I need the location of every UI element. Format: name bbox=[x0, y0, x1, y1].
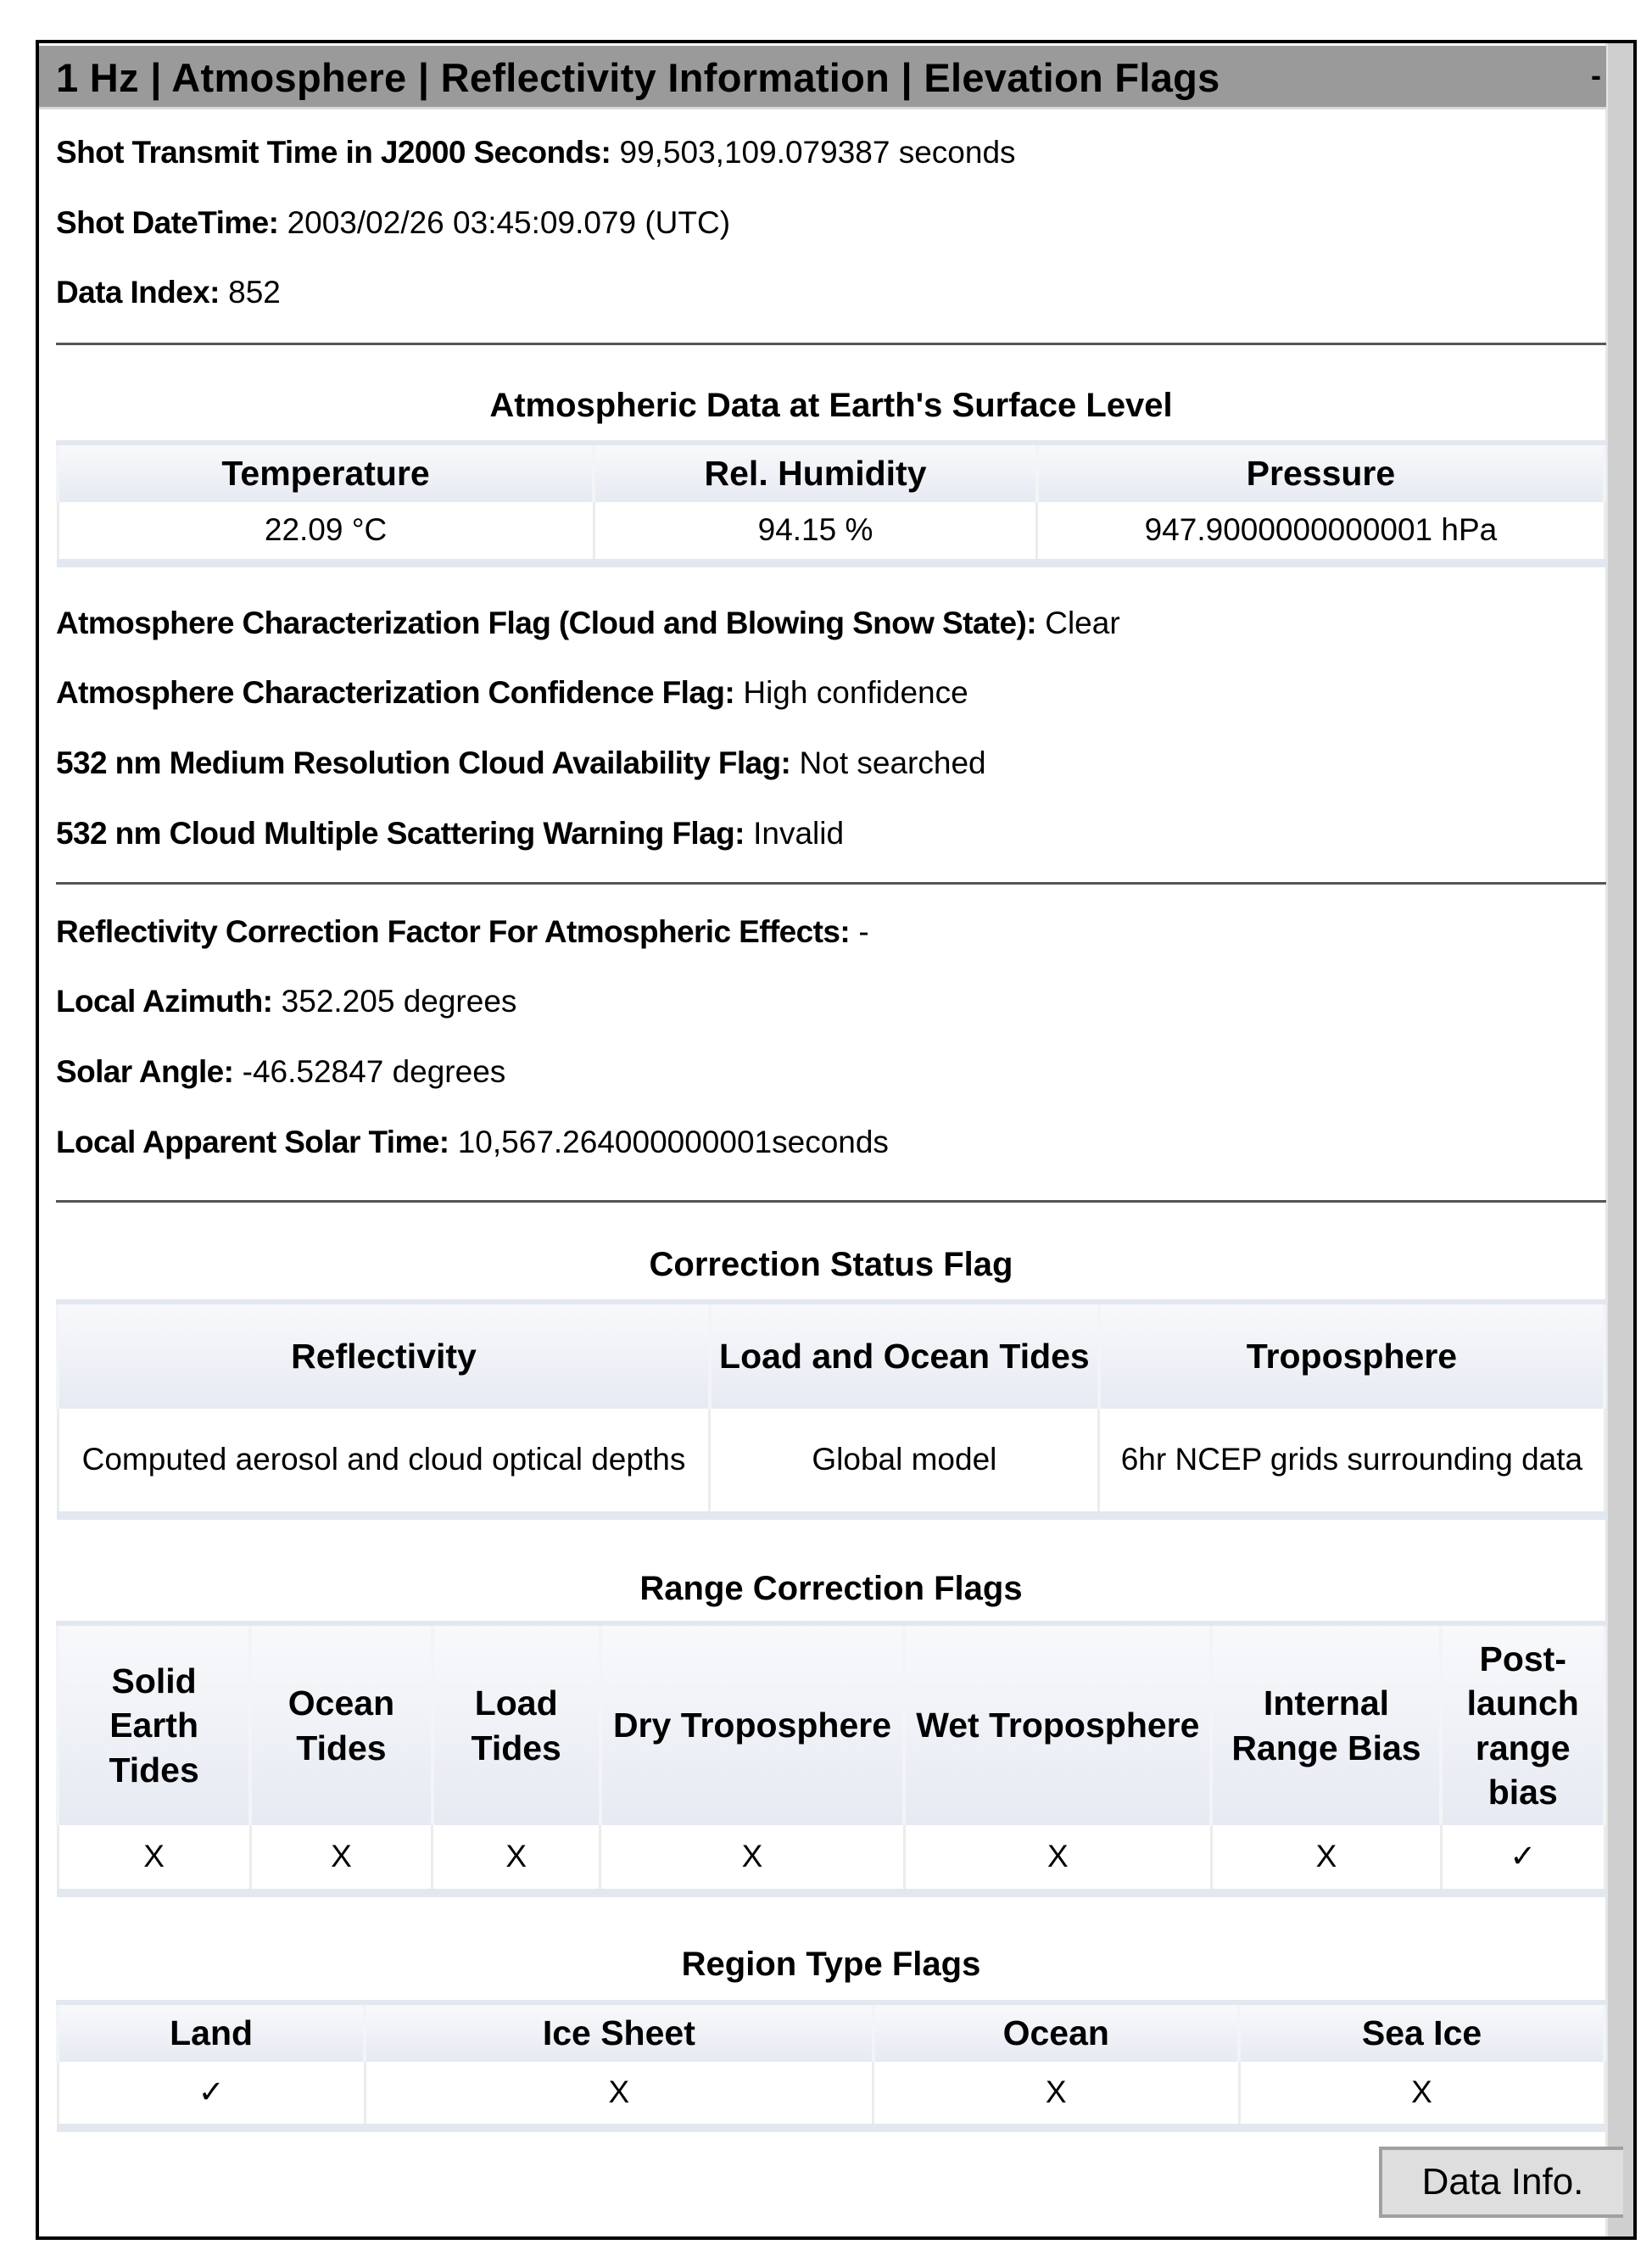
divider bbox=[56, 882, 1606, 885]
post-launch-range-bias-flag: ✓ bbox=[1441, 1825, 1605, 1893]
atmosphere-characterization-flag bbox=[56, 606, 1120, 641]
data-info-button[interactable]: Data Info. bbox=[1379, 2147, 1623, 2218]
range-correction-table bbox=[56, 1621, 1606, 1897]
atmosphere-confidence-flag bbox=[56, 675, 968, 711]
header-dry-troposphere: Dry Troposphere bbox=[600, 1623, 905, 1825]
header-ice-sheet: Ice Sheet bbox=[365, 2002, 873, 2062]
header-sea-ice: Sea Ice bbox=[1239, 2002, 1605, 2062]
field-label: Data Index: bbox=[56, 275, 220, 310]
range-correction-title: Range Correction Flags bbox=[639, 1570, 1023, 1607]
solid-earth-tides-flag: X bbox=[58, 1825, 250, 1893]
ocean-tides-flag: X bbox=[250, 1825, 432, 1893]
field-value: 99,503,109.079387 seconds bbox=[619, 135, 1016, 170]
field-value: 2003/02/26 03:45:09.079 (UTC) bbox=[287, 205, 731, 240]
troposphere-status: 6hr NCEP grids surrounding data bbox=[1099, 1409, 1605, 1516]
data-index bbox=[56, 275, 281, 310]
sea-ice-flag: X bbox=[1239, 2062, 1605, 2128]
field-value: -46.52847 degrees bbox=[242, 1054, 506, 1089]
header-land: Land bbox=[58, 2002, 365, 2062]
header-solid-earth-tides: Solid Earth Tides bbox=[58, 1623, 250, 1825]
field-label: Shot Transmit Time in J2000 Seconds: bbox=[56, 135, 611, 170]
field-label: Solar Angle: bbox=[56, 1054, 234, 1089]
field-value: Not searched bbox=[799, 745, 986, 780]
ocean-flag: X bbox=[873, 2062, 1240, 2128]
wet-troposphere-flag: X bbox=[904, 1825, 1211, 1893]
atmospheric-surface-table bbox=[56, 440, 1606, 567]
region-type-title: Region Type Flags bbox=[681, 1946, 981, 1983]
field-label: 532 nm Cloud Multiple Scattering Warning Flag: bbox=[56, 816, 745, 851]
vertical-scrollbar[interactable] bbox=[1605, 43, 1633, 2236]
field-value: 852 bbox=[228, 275, 281, 310]
header-post-launch-range-bias: Post-launch range bias bbox=[1441, 1623, 1605, 1825]
reflectivity-correction-factor bbox=[56, 914, 869, 950]
header-humidity: Rel. Humidity bbox=[594, 443, 1037, 502]
solar-angle bbox=[56, 1054, 505, 1090]
header-reflectivity: Reflectivity bbox=[58, 1302, 710, 1409]
dry-troposphere-flag: X bbox=[600, 1825, 905, 1893]
header-ocean: Ocean bbox=[873, 2002, 1240, 2062]
region-type-table bbox=[56, 2000, 1606, 2132]
header-troposphere: Troposphere bbox=[1099, 1302, 1605, 1409]
field-value: 10,567.264000000001seconds bbox=[457, 1125, 889, 1159]
panel-content bbox=[53, 43, 1606, 2236]
field-label: Reflectivity Correction Factor For Atmospheric Effects: bbox=[56, 914, 851, 949]
header-wet-troposphere: Wet Troposphere bbox=[904, 1623, 1211, 1825]
humidity-value: 94.15 % bbox=[594, 502, 1037, 563]
atmospheric-surface-title: Atmospheric Data at Earth's Surface Level bbox=[489, 387, 1173, 424]
field-label: Atmosphere Characterization Confidence Flag: bbox=[56, 675, 735, 710]
field-value: - bbox=[858, 914, 869, 949]
pressure-value: 947.9000000000001 hPa bbox=[1037, 502, 1605, 563]
field-label: Atmosphere Characterization Flag (Cloud and Blowing Snow State): bbox=[56, 606, 1036, 640]
tides-status: Global model bbox=[710, 1409, 1099, 1516]
field-value: Clear bbox=[1045, 606, 1120, 640]
panel-title-bar bbox=[39, 46, 1606, 109]
field-label: Shot DateTime: bbox=[56, 205, 279, 240]
local-azimuth bbox=[56, 984, 516, 1019]
header-load-ocean-tides: Load and Ocean Tides bbox=[710, 1302, 1099, 1409]
internal-range-bias-flag: X bbox=[1211, 1825, 1441, 1893]
shot-transmit-time bbox=[56, 135, 1016, 170]
reflectivity-status: Computed aerosol and cloud optical depths bbox=[58, 1409, 710, 1516]
local-apparent-solar-time bbox=[56, 1125, 889, 1160]
minimize-icon[interactable]: - bbox=[1591, 58, 1601, 92]
field-label: Local Azimuth: bbox=[56, 984, 273, 1019]
land-flag: ✓ bbox=[58, 2062, 365, 2128]
header-load-tides: Load Tides bbox=[433, 1623, 600, 1825]
temperature-value: 22.09 °C bbox=[58, 502, 594, 563]
field-value: High confidence bbox=[743, 675, 968, 710]
multiple-scattering-flag bbox=[56, 816, 844, 852]
correction-status-table bbox=[56, 1299, 1606, 1520]
header-pressure: Pressure bbox=[1037, 443, 1605, 502]
panel-title: 1 Hz | Atmosphere | Reflectivity Information | Elevation Flags bbox=[56, 55, 1220, 100]
field-value: 352.205 degrees bbox=[281, 984, 517, 1019]
cloud-availability-flag bbox=[56, 745, 986, 781]
field-value: Invalid bbox=[753, 816, 845, 851]
ice-sheet-flag: X bbox=[365, 2062, 873, 2128]
header-temperature: Temperature bbox=[58, 443, 594, 502]
shot-datetime bbox=[56, 205, 730, 241]
divider bbox=[56, 1200, 1606, 1203]
field-label: Local Apparent Solar Time: bbox=[56, 1125, 449, 1159]
correction-status-title: Correction Status Flag bbox=[649, 1246, 1013, 1283]
field-label: 532 nm Medium Resolution Cloud Availability Flag: bbox=[56, 745, 791, 780]
data-panel bbox=[36, 40, 1637, 2240]
header-ocean-tides: Ocean Tides bbox=[250, 1623, 432, 1825]
header-internal-range-bias: Internal Range Bias bbox=[1211, 1623, 1441, 1825]
load-tides-flag: X bbox=[433, 1825, 600, 1893]
divider bbox=[56, 343, 1606, 345]
